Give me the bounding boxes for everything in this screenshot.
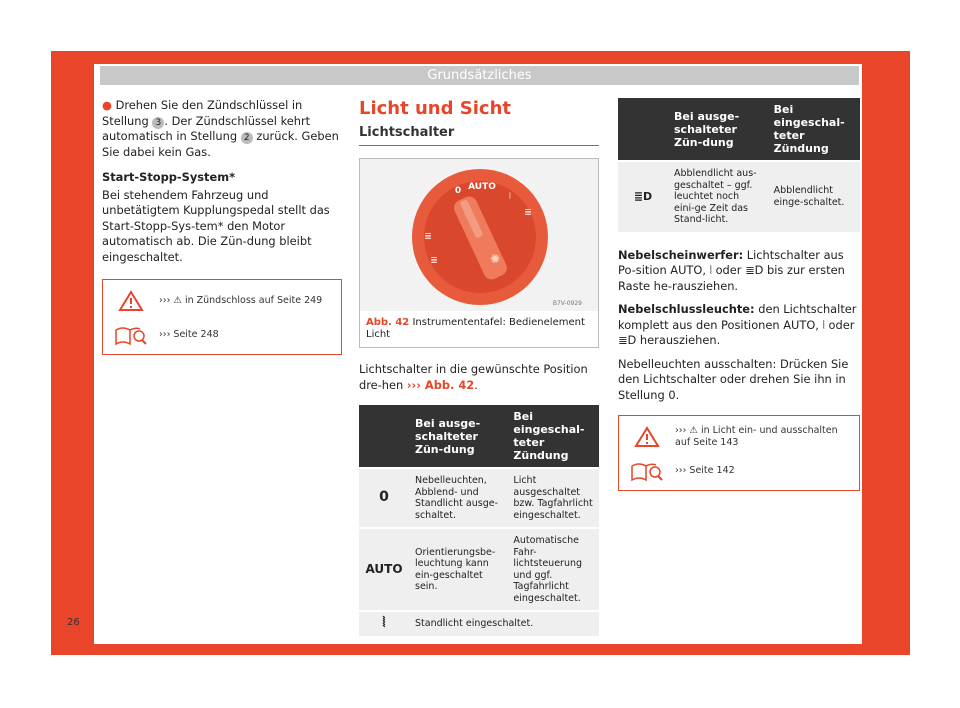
warning-icon (103, 290, 159, 312)
bullet-text-b: . Der Zündschlüssel kehrt automatisch in Stellung (102, 113, 311, 143)
page-reference-link[interactable]: ››› Seite 248 (159, 329, 219, 340)
table-header: Bei ausge-schalteter Zün-dung (409, 405, 507, 468)
fog-light-paragraph (618, 248, 860, 295)
page-header: Grundsätzliches (100, 66, 859, 85)
warning-reference-link[interactable]: ››› ⚠ in Licht ein- und ausschalten auf Seite 143 (675, 425, 838, 448)
switch-symbol: AUTO (359, 528, 409, 611)
table-cell: Licht ausgeschaltet bzw. Tagfahrlicht eingeschaltet. (507, 468, 599, 528)
switch-position-table-continued (618, 98, 860, 232)
table-cell: Automatische Fahr-lichtsteuerung und ggf. Tagfahrlicht eingeschaltet. (507, 528, 599, 611)
warning-icon (619, 426, 675, 448)
table-row (359, 468, 599, 528)
svg-text:≣: ≣ (524, 208, 532, 218)
instruction-text-a: Lichtschalter in die gewünschte Position dre-hen (359, 362, 588, 392)
table-header: Bei ausge-schalteter Zün-dung (668, 98, 768, 161)
figure (359, 158, 599, 348)
page-number: 26 (67, 617, 80, 628)
table-cell: Standlicht eingeschaltet. (409, 611, 599, 636)
switch-symbol: 0 (359, 468, 409, 528)
figure-label: Abb. 42 (366, 317, 410, 328)
table-cell: Orientierungsbe-leuchtung kann ein-geschaltet sein. (409, 528, 507, 611)
bullet-text-a: Drehen Sie den Zündschlüssel in Stellung (102, 98, 303, 128)
switch-symbol: ⦚ (359, 611, 409, 636)
bullet-instruction (102, 98, 342, 160)
right-column (618, 98, 860, 491)
instruction-text-b: . (474, 377, 478, 392)
reference-box (618, 415, 860, 491)
reference-box (102, 279, 342, 355)
left-column (102, 98, 342, 355)
table-cell: Abblendlicht aus-geschaltet – ggf. leuchtet noch eini-ge Zeit das Stand-licht. (668, 161, 768, 232)
table-header (618, 98, 668, 161)
paragraph-label: Nebelscheinwerfer: (618, 247, 744, 262)
bullet-text-c: zurück. Geben Sie dabei kein Gas. (102, 129, 339, 159)
book-icon (619, 460, 675, 482)
table-header: Bei eingeschal-teter Zündung (507, 405, 599, 468)
svg-text:AUTO: AUTO (468, 182, 496, 192)
bullet-icon: ● (102, 98, 112, 112)
figure-link[interactable]: ››› Abb. 42 (406, 377, 475, 392)
section-subtitle: Lichtschalter (359, 125, 599, 146)
middle-column (359, 98, 599, 636)
svg-text:≣: ≣ (430, 256, 438, 266)
switch-position-table (359, 405, 599, 636)
chapter-title: Licht und Sicht (359, 98, 511, 119)
figure-image (360, 159, 598, 311)
table-header: Bei eingeschal-teter Zündung (768, 98, 860, 161)
figure-caption (360, 311, 598, 347)
paragraph-label: Nebelschlussleuchte: (618, 302, 755, 316)
svg-text:⦚: ⦚ (509, 192, 511, 202)
instruction-text (359, 362, 599, 393)
table-row (618, 161, 860, 232)
figure-caption-text: Instrumententafel: Bedienelement Licht (366, 317, 585, 340)
paragraph-text: den Lichtschalter komplett aus den Positionen AUTO, ⦚ oder ≣D herausziehen. (618, 302, 857, 347)
switch-symbol: ≣D (618, 161, 668, 232)
svg-text:✺: ✺ (489, 252, 501, 266)
rear-fog-light-paragraph (618, 302, 860, 349)
position-number: 3 (152, 117, 164, 129)
table-row (359, 528, 599, 611)
section-text: Bei stehendem Fahrzeug und unbetätigtem Kupplungspedal stellt das Start-Stopp-Sys-tem* den Motor automatisch ab. Die Zün-dung bleibt eingeschaltet. (102, 187, 330, 264)
book-icon (103, 324, 159, 346)
table-header (359, 405, 409, 468)
warning-reference-link[interactable]: ››› ⚠ in Zündschloss auf Seite 249 (159, 295, 323, 306)
page-reference-link[interactable]: ››› Seite 142 (675, 465, 735, 476)
svg-text:B7V-0929: B7V-0929 (552, 300, 582, 307)
position-number: 2 (241, 132, 253, 144)
table-cell: Nebelleuchten, Abblend- und Standlicht ausge-schaltet. (409, 468, 507, 528)
svg-text:≣: ≣ (424, 232, 432, 242)
paragraph-text: Lichtschalter aus Po-sition AUTO, ⦚ oder ≣D bis zur ersten Raste he-rausziehen. (618, 247, 845, 293)
section-title: Start-Stopp-System* (102, 170, 236, 184)
table-header-row (359, 405, 599, 468)
table-cell: Abblendlicht einge-schaltet. (768, 161, 860, 232)
table-header-row (618, 98, 860, 161)
svg-text:0: 0 (454, 186, 462, 196)
light-switch-illustration (360, 159, 600, 311)
table-row (359, 611, 599, 636)
fog-off-paragraph: Nebelleuchten ausschalten: Drücken Sie den Lichtschalter oder drehen Sie ihn in Stellung 0. (618, 356, 849, 402)
